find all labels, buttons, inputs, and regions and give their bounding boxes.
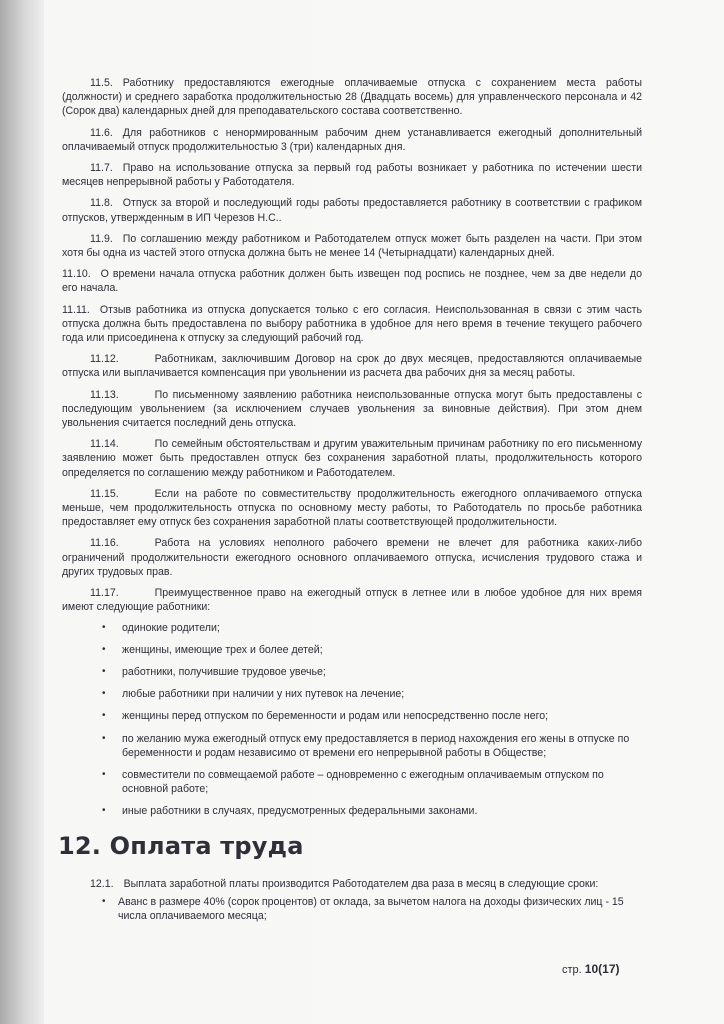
- paragraph-11-16: 11.16. Работа на условиях неполного рабочего времени не влечет для работника каких-либо ограничений продолжительности ежегодного основного оплачиваемого отпуска, исчисления трудового стажа и других трудовых прав.: [62, 537, 642, 578]
- paragraph-11-13: 11.13. По письменному заявлению работника неиспользованные отпуска могут быть предоставлены с последующим увольнением (за исключением случаев увольнения за виновные действия). При этом днем увольнения считается последний день отпуска.: [62, 388, 642, 430]
- paragraph-11-5: 11.5. Работнику предоставляются ежегодные оплачиваемые отпуска с сохранением места работы (должности) и среднего заработка продолжительностью 28 (Двадцать восемь) для управленческого персонала и 42 (Сорок два) календарных дней для преподавательского состава соответственно.: [62, 77, 642, 118]
- list-item: • одинокие родители;: [102, 621, 220, 634]
- paragraph-11-10: 11.10. О времени начала отпуска работник должен быть извещен под роспись не позднее, чем за две недели до его начала.: [62, 268, 642, 295]
- paragraph-11-8: 11.8. Отпуск за второй и последующий годы работы предоставляется работнику в соответствии с графиком отпусков, утвержденным в ИП Черезов Н.С..: [62, 197, 642, 224]
- list-item: • иные работники в случаях, предусмотренных федеральными законами.: [102, 805, 478, 818]
- payment-terms-list: [62, 895, 642, 923]
- paragraph-11-11: 11.11. Отзыв работника из отпуска допускается только с его согласия. Неиспользованная в связи с этим часть отпуска должна быть предоставлена по выбору работника в удобное для него время в течение текущего рабочего года или присоединена к отпуску за следующий рабочий год.: [62, 303, 642, 345]
- paragraph-11-9: 11.9. По соглашению между работником и Работодателем отпуск может быть разделен на части. При этом хотя бы одна из частей этого отпуска должна быть не менее 14 (Четырнадцати) календарных дней.: [62, 232, 642, 260]
- bullet-icon: •: [102, 895, 106, 907]
- section-heading: 12. Оплата труда: [58, 831, 304, 860]
- priority-workers-list: [62, 621, 642, 819]
- list-item: • работники, получившие трудовое увечье;: [102, 665, 326, 678]
- list-item: • совместители по совмещаемой работе – одновременно с ежегодным оплачиваемым отпуском по основной работе;: [102, 768, 604, 796]
- paragraph-11-12: 11.12. Работникам, заключившим Договор на срок до двух месяцев, предоставляются оплачиваемые отпуска или выплачивается компенсация при увольнении из расчета два рабочих дня за месяц работы.: [62, 353, 642, 380]
- paragraph-11-14: 11.14. По семейным обстоятельствам и другим уважительным причинам работнику по его письменному заявлению может быть предоставлен отпуск без сохранения заработной платы, продолжительность которого определяется по соглашению между работником и Работодателем.: [62, 438, 642, 479]
- paragraph-11-6: 11.6. Для работников с ненормированным рабочим днем устанавливается ежегодный дополнительный оплачиваемый отпуск продолжительностью 3 (три) календарных дня.: [62, 126, 642, 153]
- paragraph-11-17: 11.17. Преимущественное право на ежегодный отпуск в летнее или в любое удобное для них время имеют следующие работники:: [62, 587, 642, 614]
- bullet-icon: •: [102, 805, 106, 817]
- bullet-icon: •: [102, 665, 106, 677]
- list-item: • женщины перед отпуском по беременности и родам или непосредственно после него;: [102, 710, 549, 723]
- bullet-icon: •: [102, 621, 106, 633]
- bullet-icon: •: [102, 732, 106, 744]
- paragraph-12-1: 12.1. Выплата заработной платы производится Работодателем два раза в месяц в следующие сроки:: [90, 877, 599, 890]
- scan-binding-edge: [0, 0, 44, 1024]
- paragraph-11-15: 11.15. Если на работе по совместительству продолжительность ежегодного оплачиваемого отпуска меньше, чем продолжительность отпуска по основному месту работы, то Работодатель по просьбе работника предоставляет ему отпуск без сохранения заработной платы соответствующей продолжительности.: [62, 487, 642, 529]
- page-content: [58, 76, 642, 931]
- bullet-icon: •: [102, 710, 106, 722]
- list-item: • женщины, имеющие трех и более детей;: [102, 643, 323, 656]
- bullet-icon: •: [102, 688, 106, 700]
- list-item: • любые работники при наличии у них путевок на лечение;: [102, 688, 405, 701]
- bullet-icon: •: [102, 768, 106, 780]
- paragraph-11-7: 11.7. Право на использование отпуска за первый год работы возникает у работника по истечении шести месяцев непрерывной работы у Работодателя.: [62, 162, 642, 189]
- list-item: • по желанию мужа ежегодный отпуск ему предоставляется в период нахождения его жены в отпуске по беременности и родам независимо от времени его непрерывной работы в Обществе;: [102, 732, 630, 759]
- list-item: • Аванс в размере 40% (сорок процентов) от оклада, за вычетом налога на доходы физических лиц - 15 числа оплачиваемого месяца;: [102, 895, 624, 923]
- bullet-icon: •: [102, 643, 106, 655]
- page-number: стр. 10(17): [562, 962, 620, 976]
